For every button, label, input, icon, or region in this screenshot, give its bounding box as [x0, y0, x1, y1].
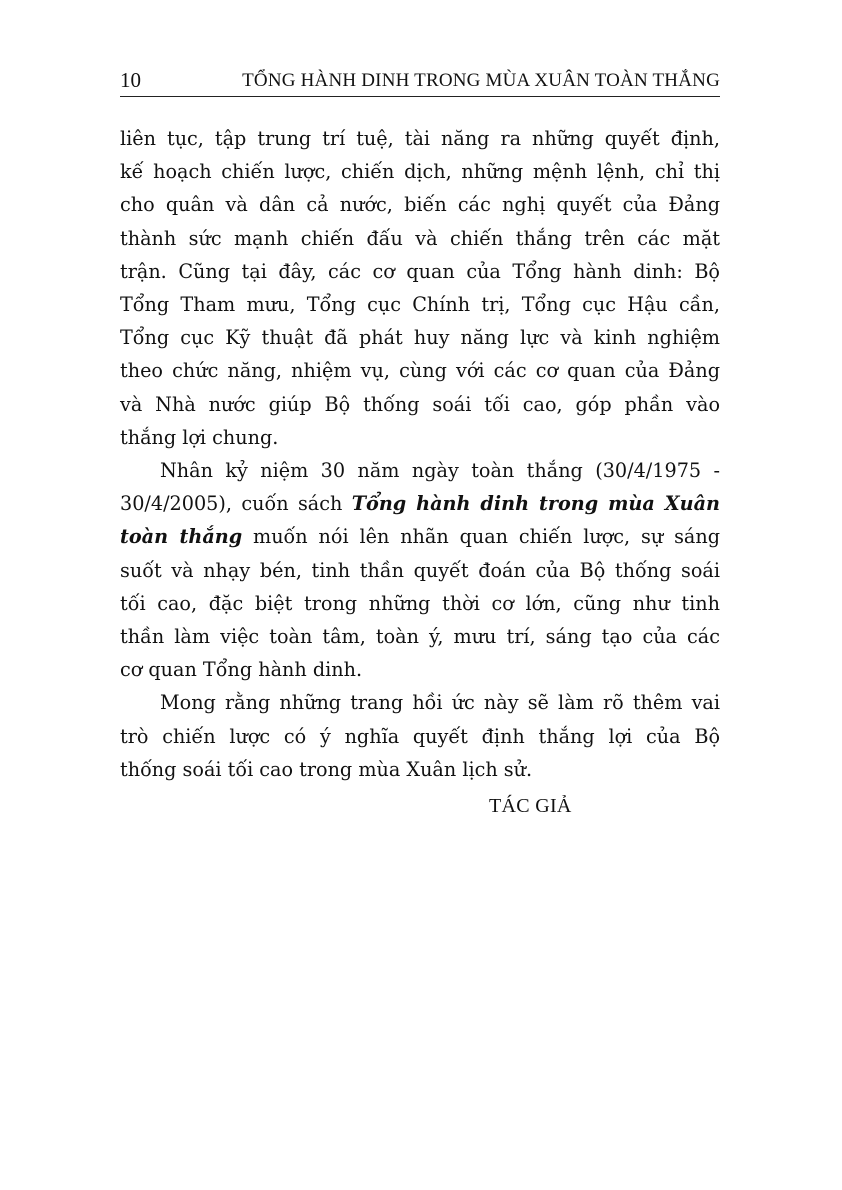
text-line: thần làm việc toàn tâm, toàn ý, mưu trí, sáng tạo của các: [120, 625, 720, 649]
text-line: thống soái tối cao trong mùa Xuân lịch sử.: [120, 757, 533, 781]
text-line: trò chiến lược có ý nghĩa quyết định thắng lợi của Bộ: [120, 724, 720, 748]
book-title: toàn thắng: [120, 525, 243, 549]
text-line: Tổng cục Kỹ thuật đã phát huy năng lực và kinh nghiệm: [120, 326, 720, 350]
paragraph-anniversary: [120, 454, 720, 686]
text-line: thắng lợi chung.: [120, 425, 279, 449]
text-line: cho quân và dân cả nước, biến các nghị quyết của Đảng: [120, 193, 720, 217]
text-line: Tổng Tham mưu, Tổng cục Chính trị, Tổng cục Hậu cần,: [120, 293, 720, 317]
book-title: Tổng hành dinh trong mùa Xuân: [351, 492, 720, 516]
text-fragment: muốn nói lên nhãn quan chiến lược, sự sáng: [242, 525, 720, 549]
text-line: Nhân kỷ niệm 30 năm ngày toàn thắng (30/4/1975 -: [160, 459, 720, 483]
text-line: theo chức năng, nhiệm vụ, cùng với các cơ quan của Đảng: [120, 359, 720, 383]
page-number: 10: [120, 68, 141, 92]
text-line: và Nhà nước giúp Bộ thống soái tối cao, góp phần vào: [120, 392, 720, 416]
author-signature: TÁC GIẢ: [489, 795, 572, 817]
page-header: [120, 66, 720, 97]
text-line: cơ quan Tổng hành dinh.: [120, 658, 363, 682]
text-fragment: 30/4/2005), cuốn sách: [120, 492, 352, 516]
text-line: tối cao, đặc biệt trong những thời cơ lớn, cũng như tinh: [120, 591, 720, 615]
text-line: kế hoạch chiến lược, chiến dịch, những mệnh lệnh, chỉ thị: [120, 160, 720, 184]
text-line: liên tục, tập trung trí tuệ, tài năng ra những quyết định,: [120, 127, 720, 150]
text-line: [120, 487, 720, 520]
paragraph-closing: [120, 686, 720, 786]
text-line: suốt và nhạy bén, tinh thần quyết đoán của Bộ thống soái: [120, 558, 720, 582]
body-text: [120, 122, 720, 786]
running-title: TỔNG HÀNH DINH TRONG MÙA XUÂN TOÀN THẮNG: [242, 70, 720, 91]
text-line: trận. Cũng tại đây, các cơ quan của Tổng hành dinh: Bộ: [120, 259, 720, 283]
paragraph-continuation: [120, 122, 720, 454]
text-line: [120, 520, 720, 553]
text-line: Mong rằng những trang hồi ức này sẽ làm rõ thêm vai: [160, 691, 720, 715]
text-line: thành sức mạnh chiến đấu và chiến thắng trên các mặt: [120, 226, 720, 250]
